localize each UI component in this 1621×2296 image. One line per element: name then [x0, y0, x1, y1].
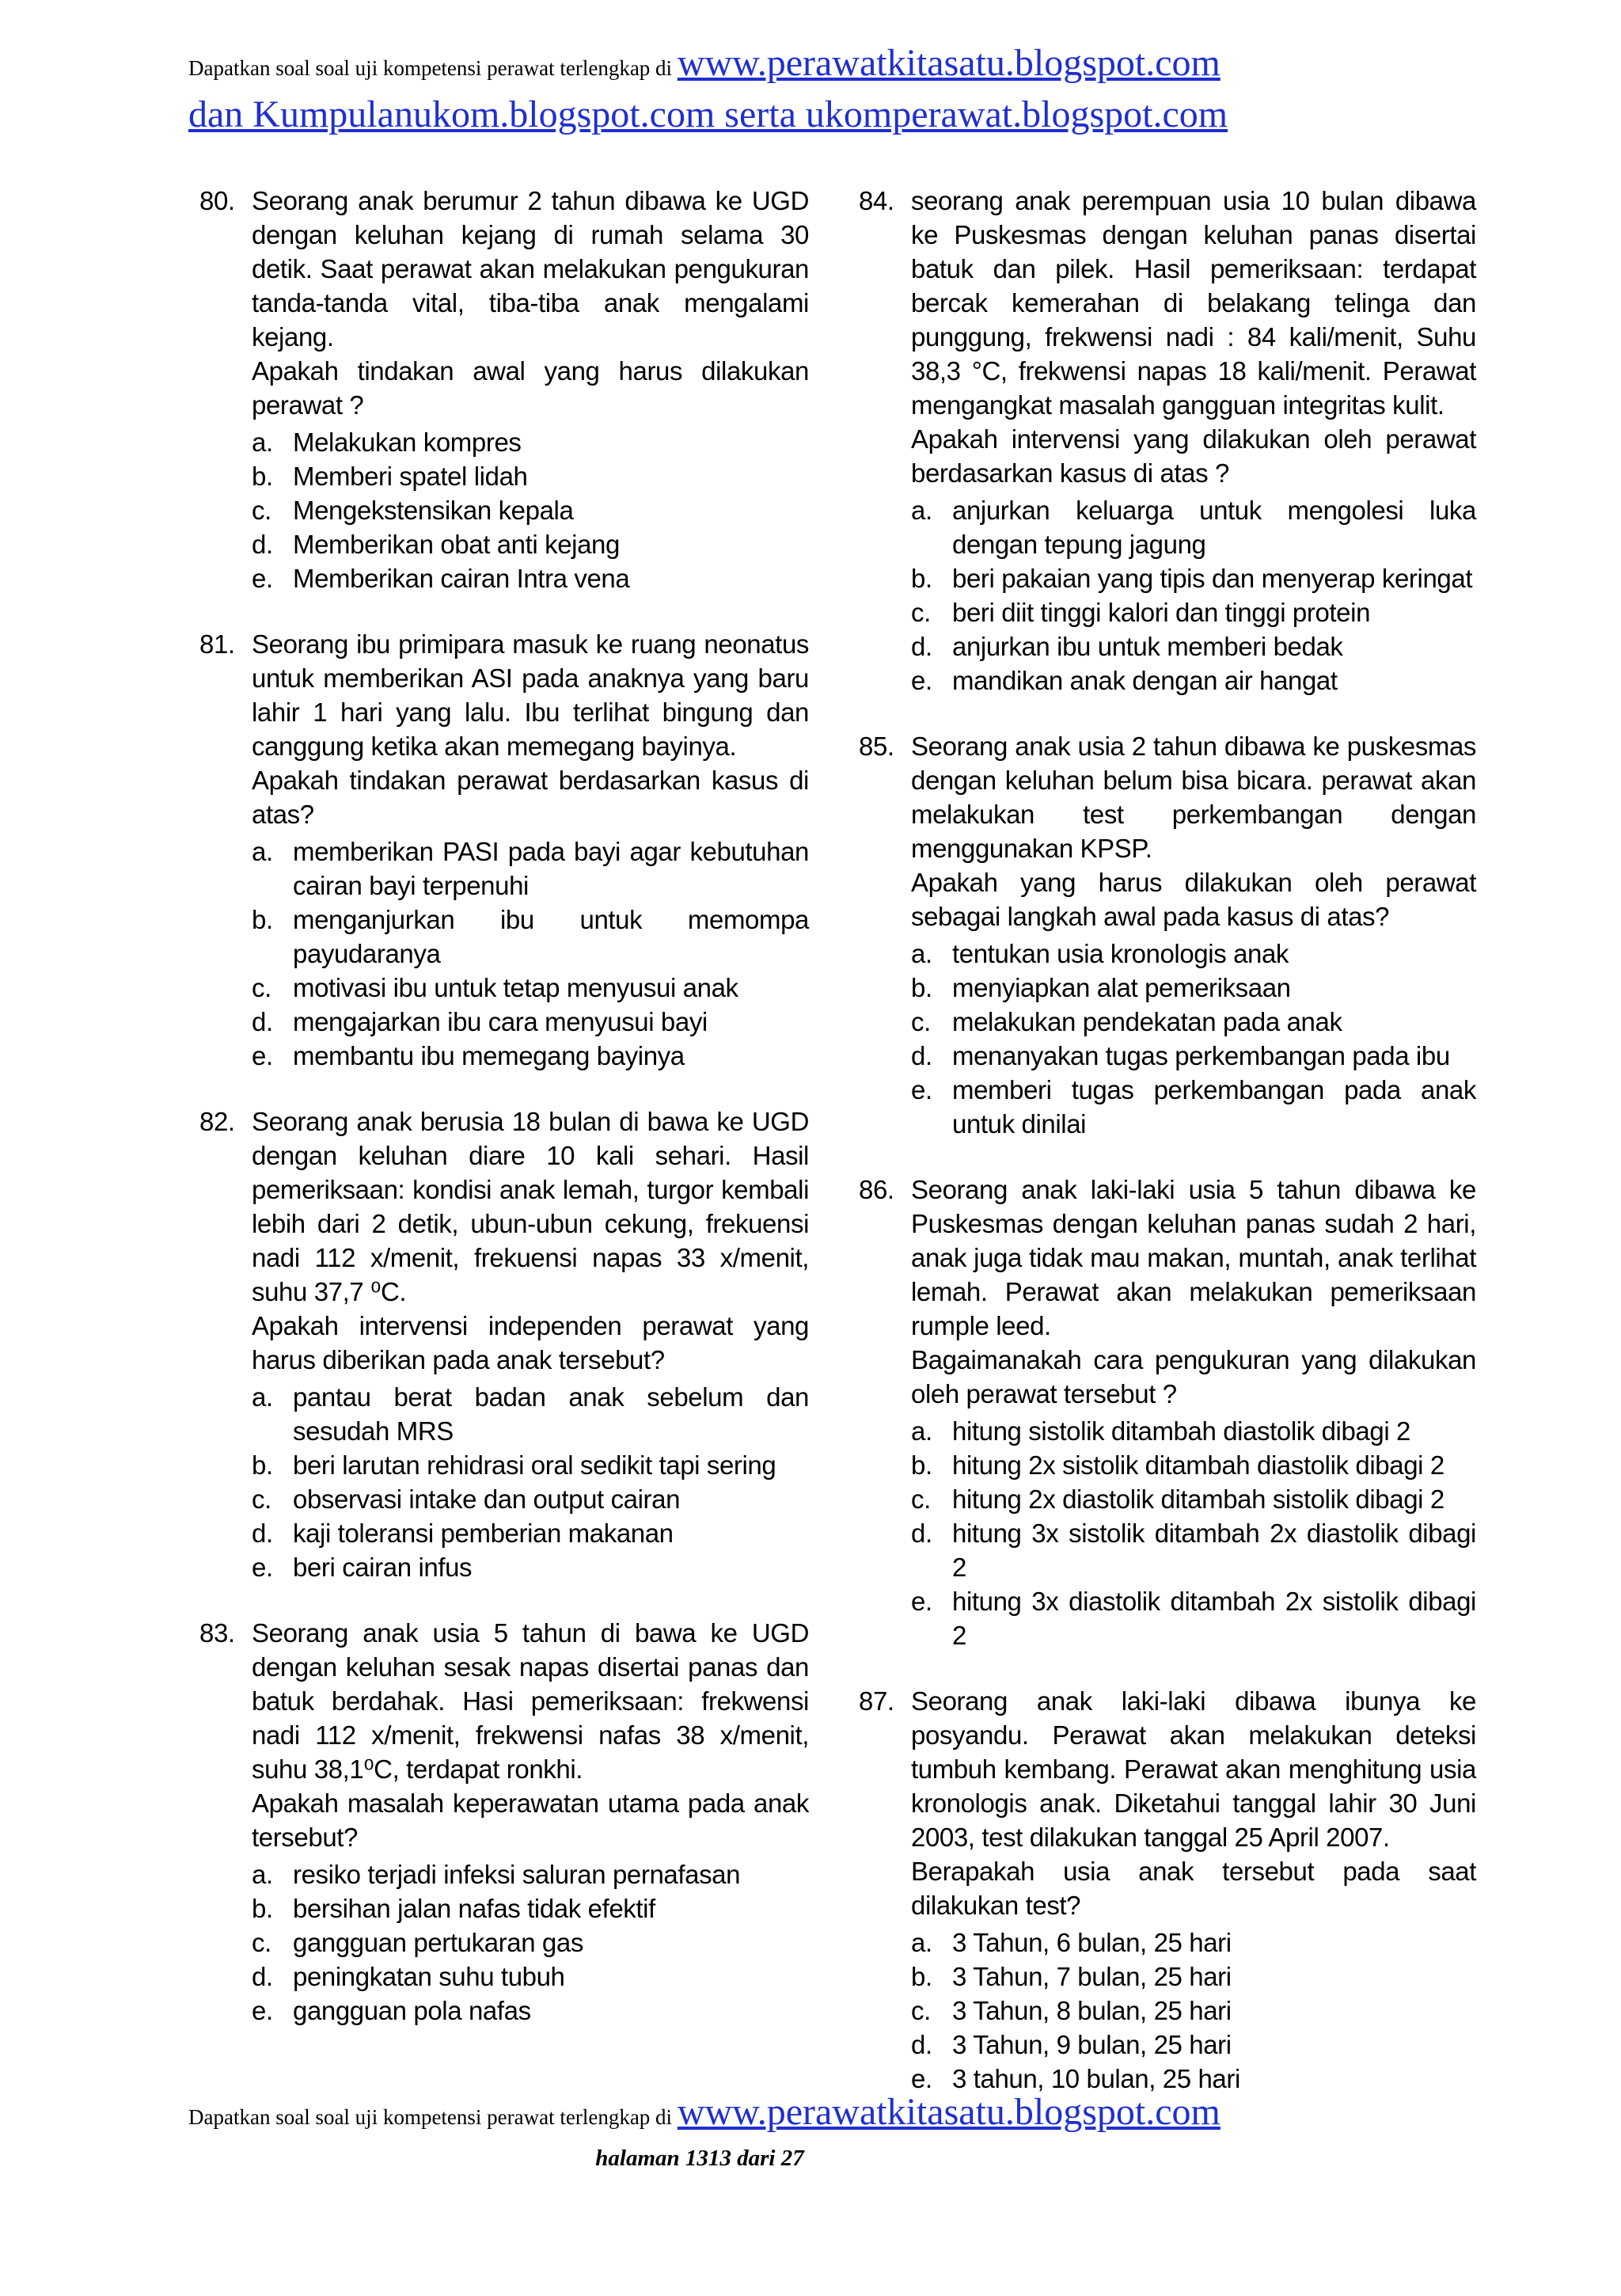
- answer-option: [911, 1994, 1476, 2028]
- answer-option: [911, 937, 1476, 971]
- question-number: 82.: [199, 1107, 235, 1136]
- option-text: anjurkan ibu untuk memberi bedak: [952, 632, 1343, 661]
- answer-option: [911, 561, 1476, 595]
- question-prompt: Apakah tindakan perawat berdasarkan kasus di atas?: [252, 766, 809, 829]
- answer-option: [252, 1925, 809, 1960]
- question-prompt: Berapakah usia anak tersebut pada saat dilakukan test?: [911, 1857, 1476, 1920]
- footer-prefix: Dapatkan soal soal uji kompetensi perawat terlengkap di: [188, 2105, 673, 2129]
- question-case: Seorang anak laki-laki usia 5 tahun dibawa ke Puskesmas dengan keluhan panas sudah 2 hari, anak juga tidak mau makan, muntah, anak terlihat lemah. Perawat akan melakukan pemeriksaan rumple leed.: [911, 1175, 1476, 1340]
- option-key: e.: [252, 1041, 273, 1070]
- question-prompt: Bagaimanakah cara pengukuran yang dilakukan oleh perawat tersebut ?: [911, 1345, 1476, 1408]
- answer-option: [911, 1584, 1476, 1652]
- option-text: menanyakan tugas perkembangan pada ibu: [952, 1041, 1450, 1070]
- option-text: resiko terjadi infeksi saluran pernafasan: [293, 1860, 741, 1889]
- answer-option: [911, 663, 1476, 698]
- answer-option: [252, 1448, 809, 1482]
- left-column: [199, 184, 809, 2059]
- question-86: [859, 1173, 1476, 1652]
- question-case: Seorang anak berusia 18 bulan di bawa ke UGD dengan keluhan diare 10 kali sehari. Hasil pemeriksaan: kondisi anak lemah, turgor kembali lebih dari 2 detik, ubun-ubun cekung, frekuensi nadi 112 x/menit, frekuensi napas 33 x/menit, suhu 37,7 ⁰C.: [252, 1107, 809, 1306]
- option-text: gangguan pola nafas: [293, 1996, 531, 2025]
- page-number: halaman 1313 dari 27: [595, 2146, 804, 2171]
- answer-option: [252, 527, 809, 561]
- right-column: [859, 184, 1476, 2127]
- option-text: beri cairan infus: [293, 1553, 473, 1582]
- page-header: [188, 41, 1486, 139]
- answer-option: [252, 1960, 809, 1994]
- option-text: tentukan usia kronologis anak: [952, 939, 1289, 968]
- option-text: 3 Tahun, 9 bulan, 25 hari: [952, 2030, 1232, 2059]
- answer-options: [252, 425, 809, 595]
- option-text: memberi tugas perkembangan pada anak untuk dinilai: [952, 1075, 1476, 1138]
- option-text: peningkatan suhu tubuh: [293, 1962, 565, 1991]
- option-key: a.: [252, 1860, 273, 1889]
- answer-option: [911, 1448, 1476, 1482]
- option-key: e.: [911, 1075, 932, 1104]
- option-text: hitung 3x diastolik ditambah 2x sistolik dibagi 2: [952, 1587, 1476, 1650]
- question-84: [859, 184, 1476, 698]
- question-body: [252, 1616, 809, 1854]
- option-text: 3 Tahun, 6 bulan, 25 hari: [952, 1928, 1232, 1957]
- question-prompt: Apakah yang harus dilakukan oleh perawat sebagai langkah awal pada kasus di atas?: [911, 868, 1476, 931]
- question-85: [859, 729, 1476, 1141]
- answer-option: [911, 493, 1476, 561]
- question-83: [199, 1616, 809, 2028]
- footer-link-perawatkitasatu[interactable]: www.perawatkitasatu.blogspot.com: [677, 2091, 1220, 2133]
- header-prefix: Dapatkan soal soal uji kompetensi perawat terlengkap di: [188, 56, 673, 80]
- question-number: 84.: [859, 186, 894, 215]
- option-text: observasi intake dan output cairan: [293, 1484, 681, 1514]
- answer-option: [252, 1380, 809, 1448]
- question-body: [911, 1684, 1476, 1922]
- option-key: d.: [911, 632, 932, 661]
- question-case: Seorang anak berumur 2 tahun dibawa ke UGD dengan keluhan kejang di rumah selama 30 detik. Saat perawat akan melakukan pengukuran tanda-tanda vital, tiba-tiba anak mengalami kejang.: [252, 186, 809, 352]
- question-number: 87.: [859, 1686, 894, 1716]
- question-body: [252, 627, 809, 831]
- answer-options: [911, 493, 1476, 698]
- option-key: d.: [911, 2030, 932, 2059]
- question-body: [252, 1104, 809, 1377]
- answer-option: [252, 1550, 809, 1584]
- option-key: a.: [911, 939, 932, 968]
- option-text: Memberi spatel lidah: [293, 462, 528, 491]
- answer-option: [252, 425, 809, 459]
- question-body: [911, 729, 1476, 933]
- answer-options: [252, 1857, 809, 2028]
- answer-option: [911, 1925, 1476, 1960]
- header-line-1: [188, 41, 1486, 90]
- answer-option: [252, 903, 809, 971]
- option-key: c.: [252, 973, 271, 1002]
- answer-option: [252, 834, 809, 903]
- option-text: 3 Tahun, 7 bulan, 25 hari: [952, 1962, 1232, 1991]
- header-link-line-2[interactable]: dan Kumpulanukom.blogspot.com serta ukomperawat.blogspot.com: [188, 93, 1228, 135]
- option-text: Melakukan kompres: [293, 428, 522, 457]
- question-82: [199, 1104, 809, 1584]
- answer-option: [911, 1414, 1476, 1448]
- footer-line: [188, 2090, 1486, 2139]
- option-key: e.: [252, 1996, 273, 2025]
- option-text: 3 tahun, 10 bulan, 25 hari: [952, 2064, 1240, 2093]
- question-stem: [859, 729, 1476, 933]
- option-text: beri larutan rehidrasi oral sedikit tapi sering: [293, 1450, 776, 1480]
- option-text: hitung 2x diastolik ditambah sistolik dibagi 2: [952, 1484, 1444, 1514]
- question-case: Seorang ibu primipara masuk ke ruang neonatus untuk memberikan ASI pada anaknya yang baru lahir 1 hari yang lalu. Ibu terlihat bingung dan canggung ketika akan memegang bayinya.: [252, 629, 809, 761]
- answer-option: [252, 971, 809, 1005]
- question-prompt: Apakah intervensi yang dilakukan oleh perawat berdasarkan kasus di atas ?: [911, 424, 1476, 488]
- page-footer: [188, 2090, 1486, 2139]
- answer-options: [911, 1925, 1476, 2096]
- option-key: c.: [252, 1484, 271, 1514]
- answer-option: [252, 1857, 809, 1891]
- option-key: d.: [252, 1962, 273, 1991]
- option-key: a.: [252, 428, 273, 457]
- question-87: [859, 1684, 1476, 2096]
- option-key: e.: [252, 1553, 273, 1582]
- answer-option: [252, 1891, 809, 1925]
- question-prompt: Apakah intervensi independen perawat yang harus diberikan pada anak tersebut?: [252, 1311, 809, 1374]
- option-text: Memberikan cairan Intra vena: [293, 564, 630, 593]
- question-number: 86.: [859, 1175, 894, 1204]
- option-key: d.: [252, 530, 273, 559]
- answer-option: [911, 2028, 1476, 2062]
- answer-option: [252, 1994, 809, 2028]
- option-text: 3 Tahun, 8 bulan, 25 hari: [952, 1996, 1232, 2025]
- option-key: a.: [911, 1928, 932, 1957]
- option-key: e.: [911, 666, 932, 695]
- option-text: melakukan pendekatan pada anak: [952, 1007, 1342, 1036]
- option-text: mengajarkan ibu cara menyusui bayi: [293, 1007, 708, 1036]
- question-stem: [199, 184, 809, 422]
- option-text: Memberikan obat anti kejang: [293, 530, 620, 559]
- answer-options: [252, 1380, 809, 1584]
- option-key: a.: [252, 837, 273, 866]
- option-text: membantu ibu memegang bayinya: [293, 1041, 685, 1070]
- question-stem: [859, 1173, 1476, 1411]
- question-stem: [199, 1104, 809, 1377]
- option-key: b.: [911, 973, 932, 1002]
- option-key: d.: [252, 1007, 273, 1036]
- question-80: [199, 184, 809, 595]
- answer-option: [252, 1482, 809, 1516]
- option-text: motivasi ibu untuk tetap menyusui anak: [293, 973, 738, 1002]
- option-key: b.: [252, 1450, 273, 1480]
- answer-option: [911, 595, 1476, 629]
- option-text: beri diit tinggi kalori dan tinggi protein: [952, 598, 1371, 627]
- answer-option: [911, 1005, 1476, 1039]
- question-stem: [859, 1684, 1476, 1922]
- option-key: b.: [911, 564, 932, 593]
- answer-options: [911, 1414, 1476, 1652]
- question-number: 81.: [199, 629, 235, 659]
- question-body: [911, 184, 1476, 490]
- question-case: Seorang anak usia 5 tahun di bawa ke UGD dengan keluhan sesak napas disertai panas dan batuk berdahak. Hasi pemeriksaan: frekwensi nadi 112 x/menit, frekwensi nafas 38 x/menit, suhu 38,1⁰C, terdapat ronkhi.: [252, 1618, 809, 1784]
- option-key: b.: [911, 1450, 932, 1480]
- option-key: d.: [252, 1519, 273, 1548]
- answer-option: [252, 1516, 809, 1550]
- option-text: bersihan jalan nafas tidak efektif: [293, 1894, 655, 1923]
- option-text: hitung 2x sistolik ditambah diastolik dibagi 2: [952, 1450, 1444, 1480]
- option-text: pantau berat badan anak sebelum dan sesudah MRS: [293, 1382, 809, 1446]
- option-text: anjurkan keluarga untuk mengolesi luka dengan tepung jagung: [952, 496, 1476, 559]
- question-number: 83.: [199, 1618, 235, 1648]
- option-key: c.: [911, 1484, 931, 1514]
- answer-option: [911, 1516, 1476, 1584]
- answer-option: [911, 971, 1476, 1005]
- option-key: c.: [911, 1996, 931, 2025]
- option-key: c.: [911, 1007, 931, 1036]
- answer-option: [252, 459, 809, 493]
- answer-option: [911, 1039, 1476, 1073]
- option-text: gangguan pertukaran gas: [293, 1928, 583, 1957]
- option-text: kaji toleransi pemberian makanan: [293, 1519, 674, 1548]
- option-text: hitung sistolik ditambah diastolik dibagi 2: [952, 1416, 1410, 1446]
- answer-options: [252, 834, 809, 1073]
- question-case: seorang anak perempuan usia 10 bulan dibawa ke Puskesmas dengan keluhan panas disertai batuk dan pilek. Hasil pemeriksaan: terdapat bercak kemerahan di belakang telinga dan punggung, frekwensi nadi : 84 kali/menit, Suhu 38,3 °C, frekwensi napas 18 kali/menit. Perawat mengangkat masalah gangguan integritas kulit.: [911, 186, 1476, 420]
- option-text: menyiapkan alat pemeriksaan: [952, 973, 1291, 1002]
- option-key: c.: [252, 1928, 271, 1957]
- answer-option: [911, 1073, 1476, 1141]
- answer-options: [911, 937, 1476, 1141]
- header-link-perawatkitasatu[interactable]: www.perawatkitasatu.blogspot.com: [677, 42, 1220, 84]
- question-body: [252, 184, 809, 422]
- option-text: Mengekstensikan kepala: [293, 496, 574, 525]
- option-key: d.: [911, 1041, 932, 1070]
- question-81: [199, 627, 809, 1073]
- answer-option: [252, 561, 809, 595]
- answer-option: [252, 1005, 809, 1039]
- question-body: [911, 1173, 1476, 1411]
- answer-option: [911, 1482, 1476, 1516]
- answer-option: [911, 1960, 1476, 1994]
- question-number: 80.: [199, 186, 235, 215]
- option-key: a.: [911, 496, 932, 525]
- option-text: memberikan PASI pada bayi agar kebutuhan cairan bayi terpenuhi: [293, 837, 809, 900]
- option-key: e.: [911, 1587, 932, 1616]
- answer-option: [252, 1039, 809, 1073]
- question-prompt: Apakah masalah keperawatan utama pada anak tersebut?: [252, 1789, 809, 1852]
- question-stem: [199, 627, 809, 831]
- option-key: e.: [252, 564, 273, 593]
- question-case: Seorang anak usia 2 tahun dibawa ke puskesmas dengan keluhan belum bisa bicara. perawat akan melakukan test perkembangan dengan menggunakan KPSP.: [911, 732, 1476, 863]
- option-key: b.: [252, 905, 273, 934]
- answer-option: [252, 493, 809, 527]
- answer-option: [911, 629, 1476, 663]
- option-key: c.: [252, 496, 271, 525]
- question-stem: [199, 1616, 809, 1854]
- question-stem: [859, 184, 1476, 490]
- question-case: Seorang anak laki-laki dibawa ibunya ke posyandu. Perawat akan melakukan deteksi tumbuh kembang. Perawat akan menghitung usia kronologis anak. Diketahui tanggal lahir 30 Juni 2003, test dilakukan tanggal 25 April 2007.: [911, 1686, 1476, 1852]
- option-key: e.: [911, 2064, 932, 2093]
- option-key: d.: [911, 1519, 932, 1548]
- option-key: b.: [911, 1962, 932, 1991]
- question-prompt: Apakah tindakan awal yang harus dilakukan perawat ?: [252, 356, 809, 420]
- option-key: c.: [911, 598, 931, 627]
- option-key: a.: [252, 1382, 273, 1412]
- option-text: mandikan anak dengan air hangat: [952, 666, 1338, 695]
- option-text: beri pakaian yang tipis dan menyerap keringat: [952, 564, 1473, 593]
- option-key: b.: [252, 462, 273, 491]
- option-key: a.: [911, 1416, 932, 1446]
- option-text: menganjurkan ibu untuk memompa payudaranya: [293, 905, 809, 968]
- option-text: hitung 3x sistolik ditambah 2x diastolik dibagi 2: [952, 1519, 1476, 1582]
- option-key: b.: [252, 1894, 273, 1923]
- question-number: 85.: [859, 732, 894, 761]
